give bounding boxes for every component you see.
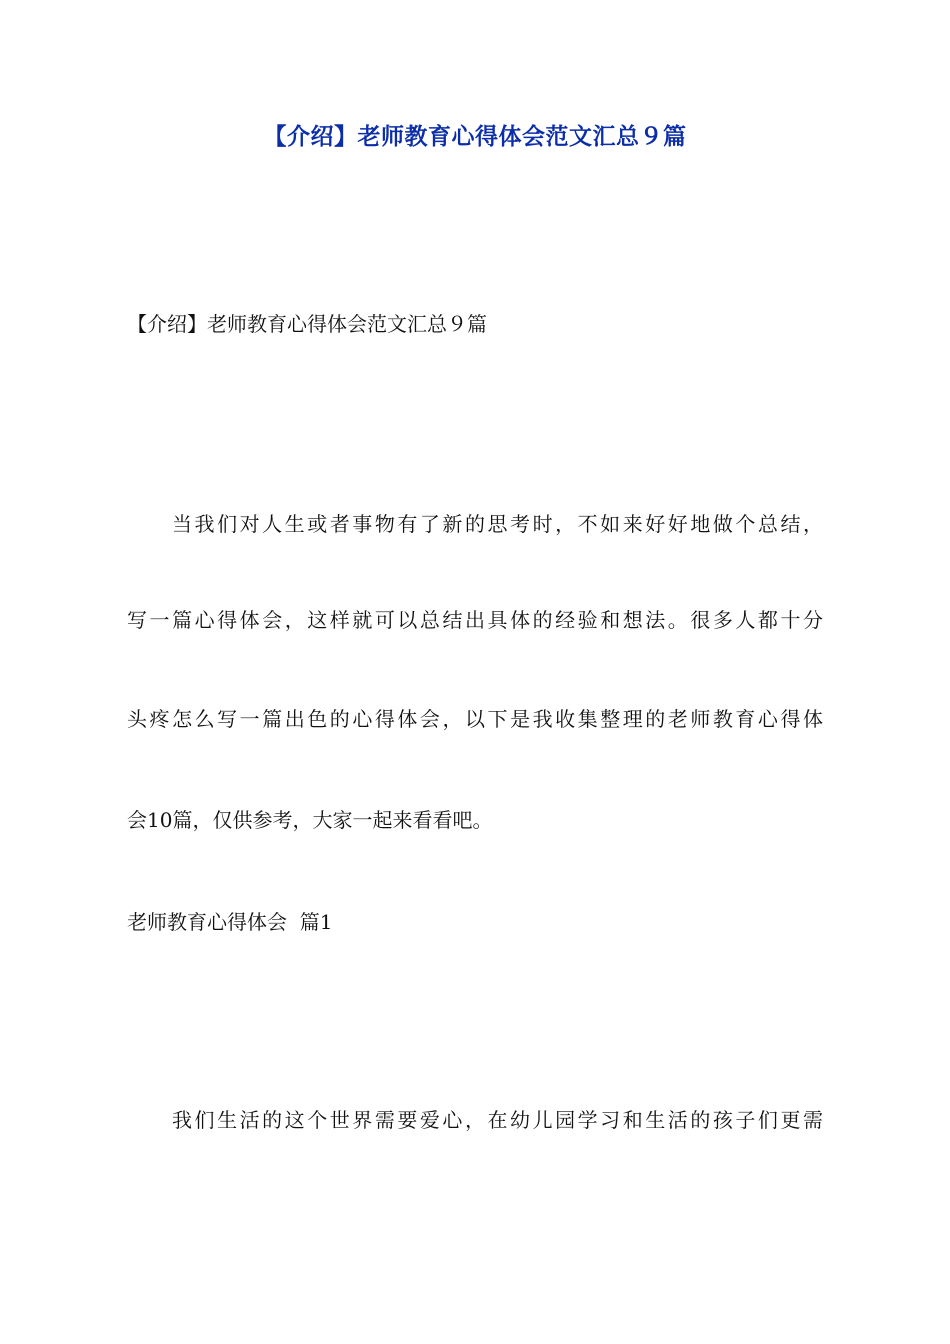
document-title: 【介绍】老师教育心得体会范文汇总９篇 [263,124,687,150]
intro-paragraph-line-3: 头疼怎么写一篇出色的心得体会，以下是我收集整理的老师教育心得体 [127,707,823,731]
intro-paragraph-line-4: 会10篇，仅供参考，大家一起来看看吧。 [127,808,493,832]
intro-paragraph-line-2: 写一篇心得体会，这样就可以总结出具体的经验和想法。很多人都十分 [127,608,823,632]
document-subtitle: 【介绍】老师教育心得体会范文汇总９篇 [127,312,487,336]
intro-paragraph-line-1: 当我们对人生或者事物有了新的思考时，不如来好好地做个总结， [172,512,823,536]
section-heading: 老师教育心得体会 篇1 [127,910,333,934]
body-paragraph-line-1: 我们生活的这个世界需要爱心，在幼儿园学习和生活的孩子们更需 [172,1108,823,1132]
